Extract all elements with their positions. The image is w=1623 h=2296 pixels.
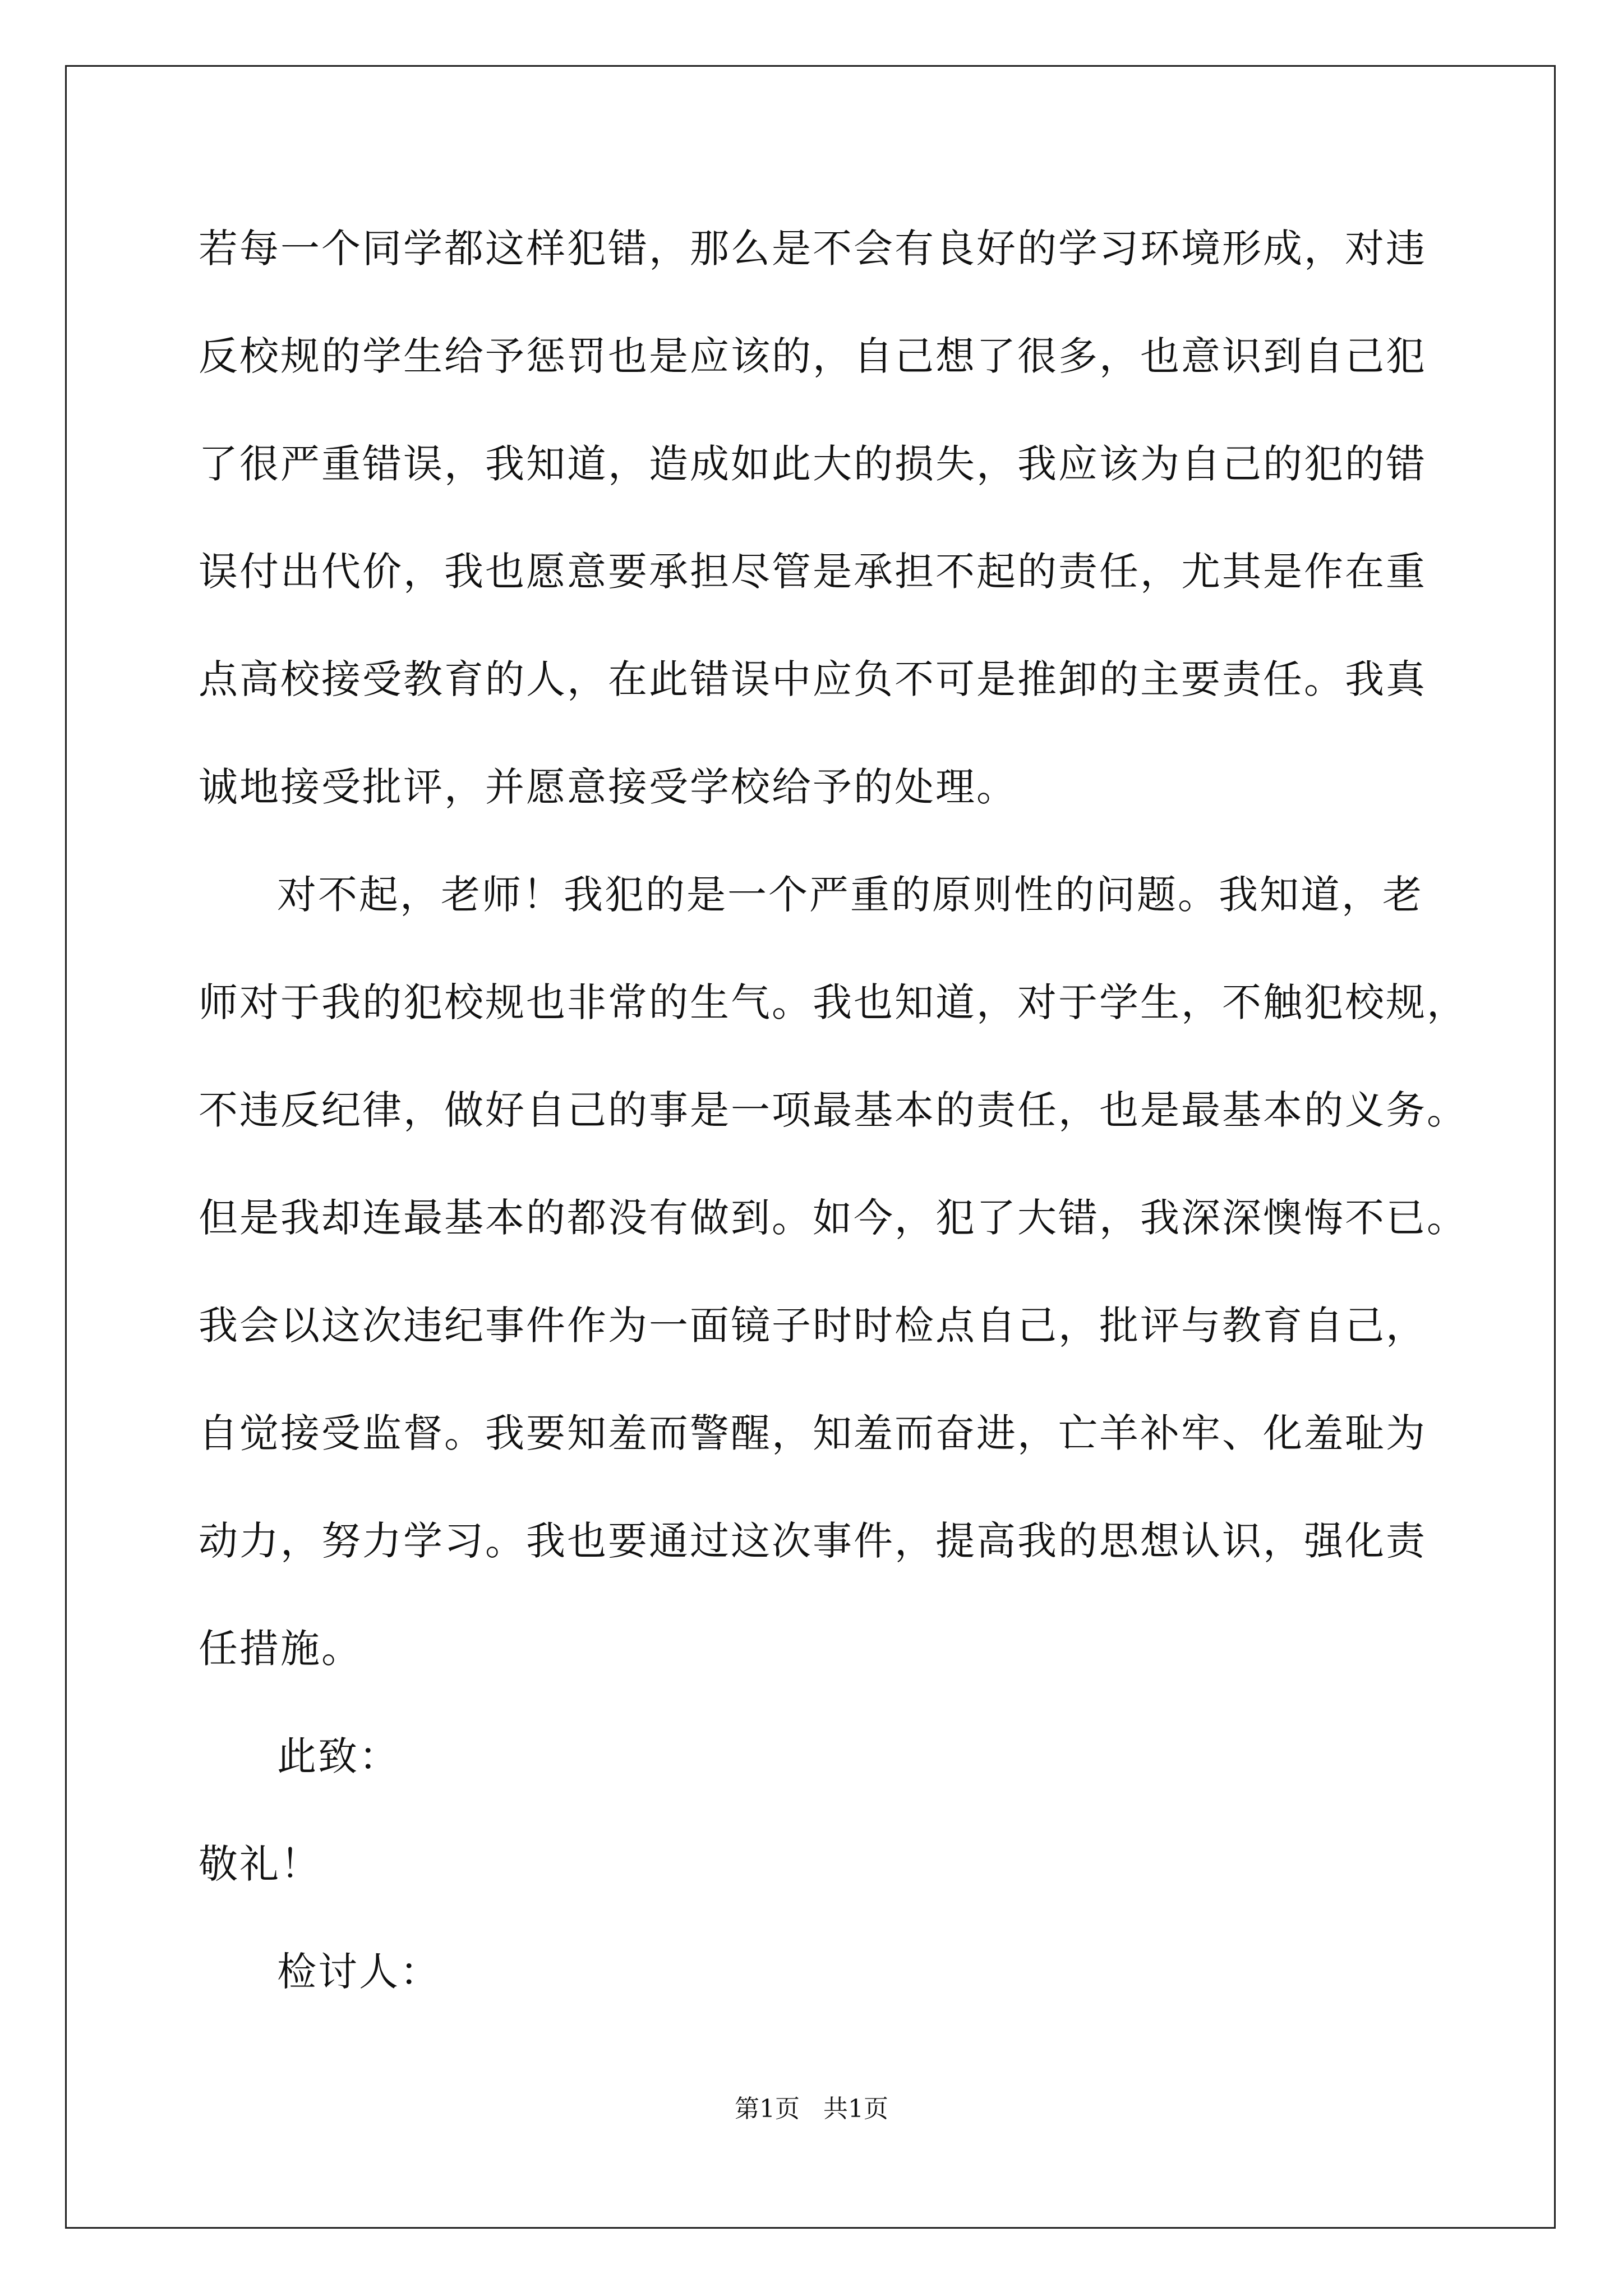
text-line: 动力，努力学习。我也要通过这次事件，提高我的思想认识，强化责	[199, 1518, 1427, 1564]
text-line: 我会以这次违纪事件作为一面镜子时时检点自己，批评与教育自己，	[199, 1303, 1427, 1349]
text-line: 任措施。	[199, 1626, 362, 1672]
text-line: 误付出代价，我也愿意要承担尽管是承担不起的责任，尤其是作在重	[199, 549, 1427, 595]
salutation-line: 此致：	[277, 1733, 400, 1779]
paragraph-start-line: 对不起，老师！我犯的是一个严重的原则性的问题。我知道，老	[277, 872, 1423, 918]
text-line: 若每一个同学都这样犯错，那么是不会有良好的学习环境形成，对违	[199, 226, 1427, 272]
text-line: 师对于我的犯校规也非常的生气。我也知道，对于学生，不触犯校规，	[199, 979, 1468, 1025]
text-line: 诚地接受批评，并愿意接受学校给予的处理。	[199, 764, 1017, 810]
closing-line: 敬礼！	[199, 1841, 321, 1887]
text-line: 但是我却连最基本的都没有做到。如今，犯了大错，我深深懊悔不已。	[199, 1195, 1468, 1241]
text-line: 反校规的学生给予惩罚也是应该的，自己想了很多，也意识到自己犯	[199, 333, 1427, 379]
text-line: 点高校接受教育的人，在此错误中应负不可是推卸的主要责任。我真	[199, 656, 1427, 702]
text-line: 了很严重错误，我知道，造成如此大的损失，我应该为自己的犯的错	[199, 441, 1427, 487]
text-line: 不违反纪律，做好自己的事是一项最基本的责任，也是最基本的义务。	[199, 1087, 1468, 1133]
signature-line: 检讨人：	[277, 1949, 441, 1995]
text-line: 自觉接受监督。我要知羞而警醒，知羞而奋进，亡羊补牢、化羞耻为	[199, 1410, 1427, 1456]
page-border	[65, 65, 1556, 2229]
page-footer: 第1页 共1页	[735, 2095, 888, 2123]
